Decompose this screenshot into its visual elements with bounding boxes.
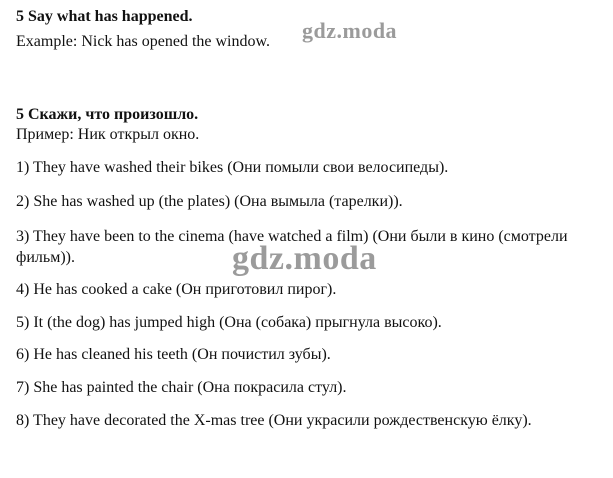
russian-task-title: 5 Скажи, что произошло.: [16, 106, 199, 123]
answer-7: 7) She has painted the chair (Она покрасила стул).: [16, 379, 347, 396]
answer-6: 6) He has cleaned his teeth (Он почистил зубы).: [16, 346, 331, 363]
english-task-title: 5 Say what has happened.: [16, 8, 193, 25]
watermark-middle: gdz.moda: [232, 240, 377, 277]
answer-4: 4) He has cooked a cake (Он приготовил пирог).: [16, 281, 337, 298]
russian-task-example: Пример: Ник открыл окно.: [16, 126, 200, 143]
answer-1: 1) They have washed their bikes (Они помыли свои велосипеды).: [16, 159, 449, 176]
answer-2: 2) She has washed up (the plates) (Она вымыла (тарелки)).: [16, 193, 403, 210]
answer-3: 3) They have been to the cinema (have watched a film) (Они были в кино (смотрели фильм)).: [16, 228, 568, 266]
english-task-example: Example: Nick has opened the window.: [16, 33, 271, 50]
answer-8: 8) They have decorated the X-mas tree (Они украсили рождественскую ёлку).: [16, 412, 532, 429]
watermark-top: gdz.moda: [302, 18, 398, 43]
answer-5: 5) It (the dog) has jumped high (Она (собака) прыгнула высоко).: [16, 314, 442, 331]
